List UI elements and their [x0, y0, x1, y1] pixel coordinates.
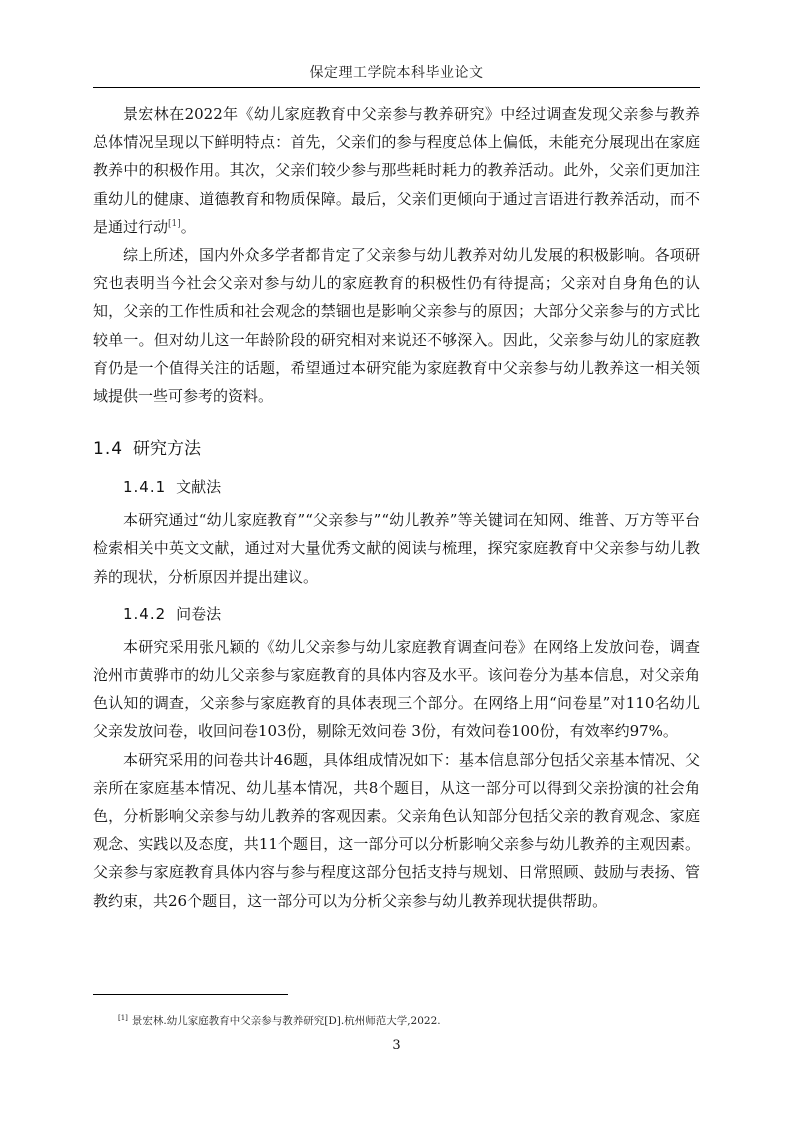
page-number: 3: [392, 1038, 401, 1053]
section-title: 研究方法: [133, 439, 202, 460]
footnote-text: 景宏林.幼儿家庭教育中父亲参与教养研究[D].杭州师范大学,2022.: [131, 1015, 441, 1027]
running-header: 保定理工学院本科毕业论文: [309, 65, 484, 81]
intro-paragraph-1: [93, 100, 700, 241]
subsection-title-2: 问卷法: [176, 604, 222, 623]
page-body: [93, 100, 700, 915]
literature-method-paragraph: 本研究通过“幼儿家庭教育”“父亲参与”“幼儿教养”等关键词在知网、维普、万方等平台检索相关中英文文献，通过对大量优秀文献的阅读与梳理，探究家庭教育中父亲参与幼儿教养的现状，分析原因并提出建议。: [93, 511, 700, 586]
questionnaire-paragraph-1: 本研究采用张凡颖的《幼儿父亲参与幼儿家庭教育调查问卷》在网络上发放问卷，调查沧州市黄骅市的幼儿父亲参与家庭教育的具体内容及水平。该问卷分为基本信息，对父亲角色认知的调查，父亲参与家庭教育的具体表现三个部分。在网络上用“问卷星”对110名幼儿父亲发放问卷，收回问卷103份，剔除无效问卷 3份，有效问卷100份，有效率约97%。: [93, 637, 700, 741]
footnote-rule: [93, 994, 288, 995]
footnote-mark: [1]: [118, 1013, 128, 1022]
subsection-number-1: 1.4.1: [123, 478, 167, 497]
subsection-number-2: 1.4.2: [123, 604, 167, 623]
intro-paragraph-1-tail: 。: [180, 217, 196, 236]
footnote-reference[interactable]: [1]: [168, 218, 181, 229]
footnote: [118, 1013, 441, 1028]
section-number: 1.4: [93, 439, 124, 460]
subsection-heading-1: [93, 472, 700, 502]
questionnaire-paragraph-2: 本研究采用的问卷共计46题，具体组成情况如下：基本信息部分包括父亲基本情况、父亲所在家庭基本情况、幼儿基本情况，共8个题目，从这一部分可以得到父亲扮演的社会角色，分析影响父亲参与幼儿教养的客观因素。父亲角色认知部分包括父亲的教育观念、家庭 观念、实践以及态度，共11个题目，这一部分可以分析影响父亲参与幼儿教养的主观因素。父亲参与家庭教育具体内容与参与程度这部分包括支持与规划、日常照顾、鼓励与表扬、管教约束，共26个题目，这一部分可以为分析父亲参与幼儿教养现状提供帮助。: [93, 750, 700, 910]
intro-paragraph-2: 综上所述，国内外众多学者都肯定了父亲参与幼儿教养对幼儿发展的积极影响。各项研究也表明当今社会父亲对参与幼儿的家庭教育的积极性仍有待提高；父亲对自身角色的认知，父亲的工作性质和社会观念的禁锢也是影响父亲参与的原因；大部分父亲参与的方式比较单一。但对幼儿这一年龄阶段的研究相对来说还不够深入。因此，父亲参与幼儿的家庭教育仍是一个值得关注的话题，希望通过本研究能为家庭教育中父亲参与幼儿教养这一相关领域提供一些可参考的资料。: [93, 246, 700, 406]
subsection-heading-2: [93, 599, 700, 629]
section-heading: [93, 434, 700, 464]
header-rule: [93, 87, 700, 88]
subsection-title-1: 文献法: [176, 478, 222, 497]
intro-paragraph-1-text: 景宏林在2022年《幼儿家庭教育中父亲参与教养研究》中经过调查发现父亲参与教养总体情况呈现以下鲜明特点：首先，父亲们的参与程度总体上偏低，未能充分展现出在家庭教养中的积极作用。其次，父亲们较少参与那些耗时耗力的教养活动。此外，父亲们更加注重幼儿的健康、道德教育和物质保障。最后，父亲们更倾向于通过言语进行教养活动，而不是通过行动: [93, 105, 700, 236]
